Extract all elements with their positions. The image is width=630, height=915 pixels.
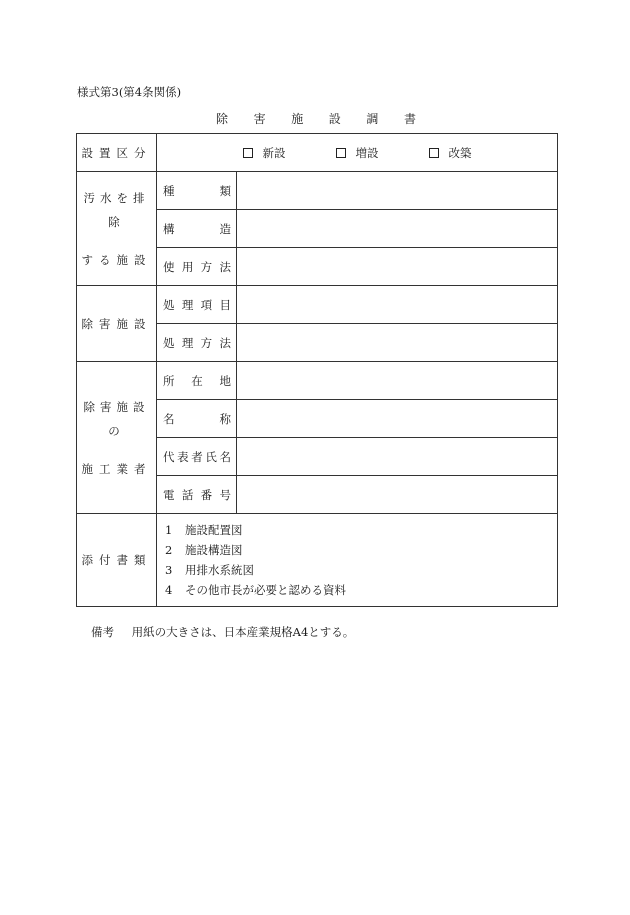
option-expansion[interactable] xyxy=(336,145,379,161)
attachments-label: 添付書類 xyxy=(77,514,157,607)
field-label-structure: 構 造 xyxy=(157,210,237,248)
field-label-address: 所 在 地 xyxy=(157,362,237,400)
remarks-note xyxy=(91,624,354,640)
survey-form-table xyxy=(76,133,558,607)
field-value-treatment-method[interactable] xyxy=(237,324,558,362)
remarks-text: 用紙の大きさは、日本産業規格A4とする。 xyxy=(131,625,355,639)
install-category-row xyxy=(77,134,558,172)
field-value-name[interactable] xyxy=(237,400,558,438)
field-value-address[interactable] xyxy=(237,362,558,400)
contractor-label xyxy=(77,362,157,514)
option-rebuild[interactable] xyxy=(429,145,472,161)
contractor-row xyxy=(77,362,558,400)
title-char: 調 xyxy=(366,112,379,126)
wastewater-row xyxy=(77,172,558,210)
field-label-representative: 代 表 者 氏 名 xyxy=(157,438,237,476)
label-line: 施工業者 xyxy=(81,461,152,476)
removal-row xyxy=(77,286,558,324)
form-id: 様式第3(第4条関係) xyxy=(77,85,182,99)
title-char: 除 xyxy=(216,112,229,126)
remarks-lead: 備考 xyxy=(91,625,114,639)
title-char: 書 xyxy=(403,112,416,126)
checkbox-icon[interactable] xyxy=(429,148,439,158)
field-value-type[interactable] xyxy=(237,172,558,210)
wastewater-facility-label xyxy=(77,172,157,286)
list-item: 3 用排水系統図 xyxy=(165,563,254,577)
list-item: 1 施設配置図 xyxy=(165,523,243,537)
option-label: 増設 xyxy=(355,145,379,160)
label-line: 汚水を排除 xyxy=(83,190,150,229)
option-label: 新設 xyxy=(262,145,286,160)
field-label-usage: 使 用 方 法 xyxy=(157,248,237,286)
field-value-treatment-items[interactable] xyxy=(237,286,558,324)
field-label-type: 種 類 xyxy=(157,172,237,210)
option-new[interactable] xyxy=(243,145,286,161)
label-line: する施設 xyxy=(81,252,152,267)
checkbox-icon[interactable] xyxy=(336,148,346,158)
title-char: 設 xyxy=(328,112,341,126)
field-value-usage[interactable] xyxy=(237,248,558,286)
field-label-name: 名 称 xyxy=(157,400,237,438)
list-item: 2 施設構造図 xyxy=(165,543,243,557)
label-line: 除害施設の xyxy=(83,399,150,438)
option-label: 改築 xyxy=(448,145,472,160)
field-value-phone[interactable] xyxy=(237,476,558,514)
list-item: 4 その他市長が必要と認める資料 xyxy=(165,583,346,597)
checkbox-icon[interactable] xyxy=(243,148,253,158)
install-category-label: 設置区分 xyxy=(77,134,157,172)
title-char: 施 xyxy=(291,112,304,126)
field-label-phone: 電 話 番 号 xyxy=(157,476,237,514)
field-value-structure[interactable] xyxy=(237,210,558,248)
attachments-row xyxy=(77,514,558,607)
document-title xyxy=(216,110,416,127)
field-value-representative[interactable] xyxy=(237,438,558,476)
removal-facility-label: 除害施設 xyxy=(77,286,157,362)
attachments-list xyxy=(157,514,558,607)
field-label-treatment-items: 処 理 項 目 xyxy=(157,286,237,324)
title-char: 害 xyxy=(253,112,266,126)
field-label-treatment-method: 処 理 方 法 xyxy=(157,324,237,362)
install-category-options xyxy=(157,134,558,172)
